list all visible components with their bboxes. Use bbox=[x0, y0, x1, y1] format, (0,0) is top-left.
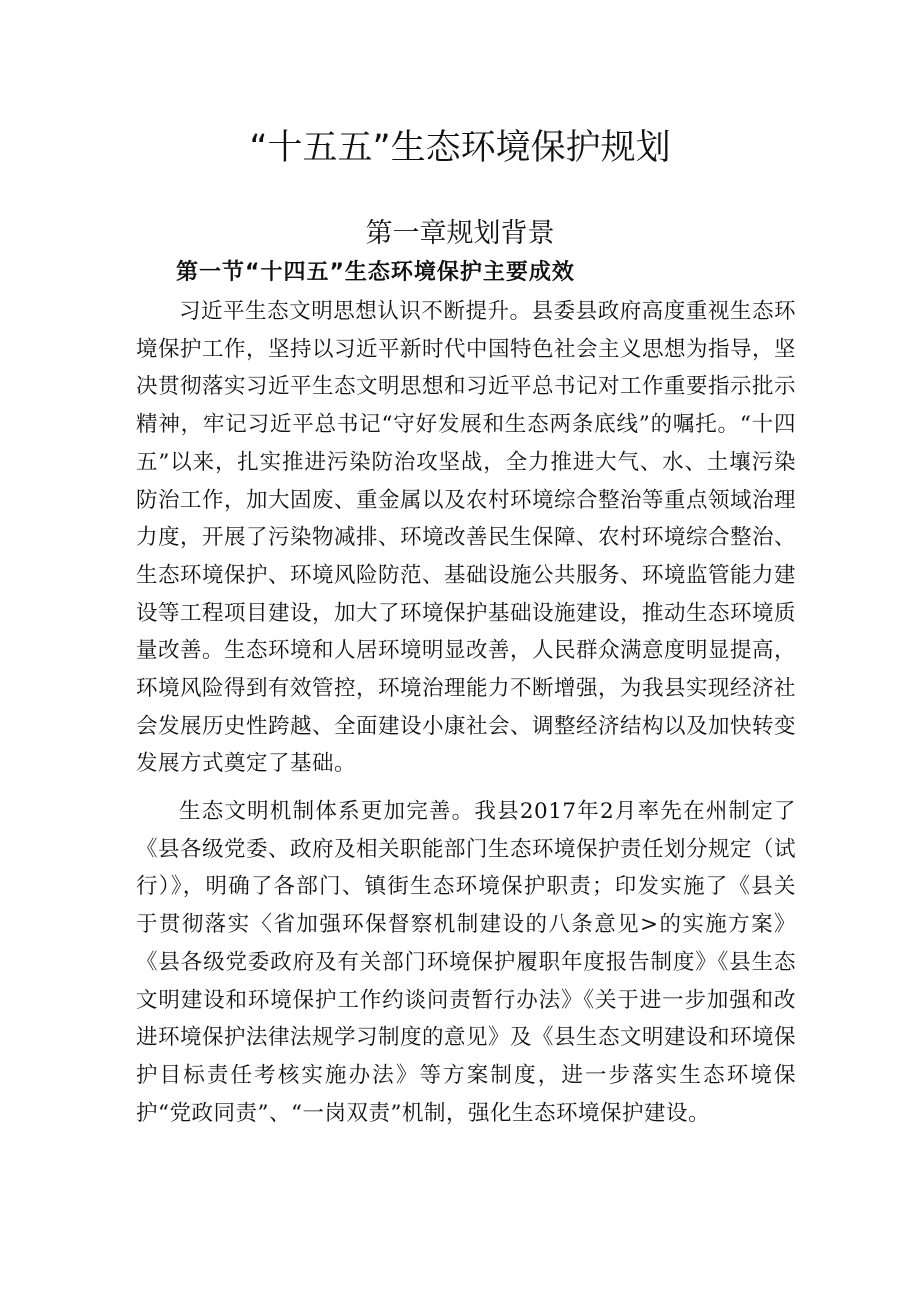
document-title: “十五五”生态环境保护规划 bbox=[249, 128, 671, 168]
section-title: 第一节“十四五”生态环境保护主要成效 bbox=[176, 260, 575, 285]
body-paragraph: 习近平生态文明思想认识不断提升。县委县政府高度重视生态环境保护工作，坚持以习近平新时代中国特色社会主义思想为指导，坚决贯彻落实习近平生态文明思想和习近平总书记对工作重要指示批示精神，牢记习近平总书记“守好发展和生态两条底线”的嘱托。“十四五”以来，扎实推进污染防治攻坚战，全力推进大气、水、土壤污染防治工作，加大固废、重金属以及农村环境综合整治等重点领域治理力度，开展了污染物减排、环境改善民生保障、农村环境综合整治、生态环境保护、环境风险防范、基础设施公共服务、环境监管能力建设等工程项目建设，加大了环境保护基础设施建设，推动生态环境质量改善。生态环境和人居环境明显改善，人民群众满意度明显提高，环境风险得到有效管控，环境治理能力不断增强，为我县实现经济社会发展历史性跨越、全面建设小康社会、调整经济结构以及加快转变发展方式奠定了基础。 bbox=[136, 299, 797, 777]
body-paragraph: 生态文明机制体系更加完善。我县2017年2月率先在州制定了《县各级党委、政府及相关职能部门生态环境保护责任划分规定（试行）》，明确了各部门、镇街生态环境保护职责；印发实施了《县关于贯彻落实〈省加强环保督察机制建设的八条意见>的实施方案》《县各级党委政府及有关部门环境保护履职年度报告制度》《县生态文明建设和环境保护工作约谈问责暂行办法》《关于进一步加强和改进环境保护法律法规学习制度的意见》及《县生态文明建设和环境保护目标责任考核实施办法》等方案制度，进一步落实生态环境保护“党政同责”、“一岗双责”机制，强化生态环境保护建设。 bbox=[136, 799, 797, 1126]
chapter-title: 第一章规划背景 bbox=[365, 218, 555, 249]
